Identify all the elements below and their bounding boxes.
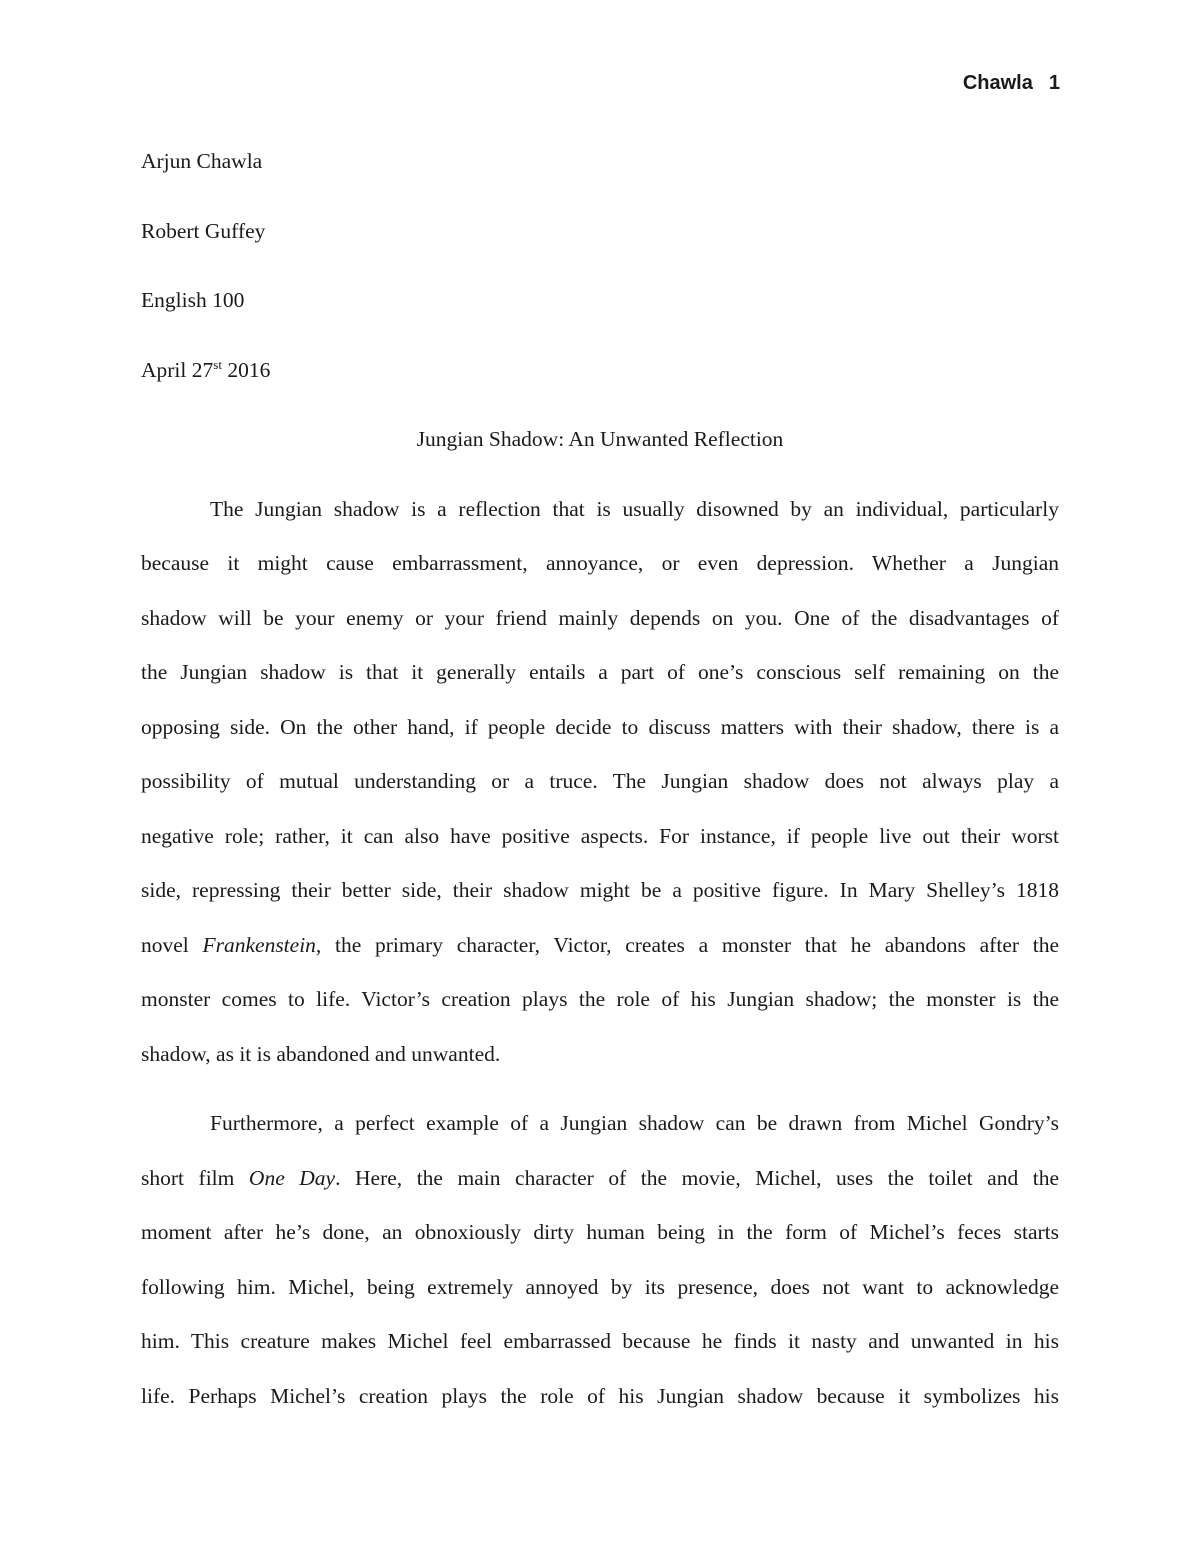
paragraph-line: following him. Michel, being extremely annoyed by its presence, does not want to acknowledge <box>141 1274 1059 1299</box>
film-title-one-day: One Day <box>248 1165 336 1190</box>
text-run: the primary character, Victor, creates a monster that he abandons after the <box>321 932 1059 957</box>
header-page-number: 1 <box>1048 72 1060 94</box>
heading-course: English 100 <box>141 288 245 312</box>
heading-date <box>141 343 1059 398</box>
date-ordinal-suffix: st <box>213 356 222 372</box>
paragraph-line: monster comes to life. Victor’s creation plays the role of his Jungian shadow; the monster is the <box>141 987 1059 1011</box>
paragraph-1 <box>141 482 1059 1082</box>
running-header <box>963 72 1060 95</box>
paragraph-line: Furthermore, a perfect example of a Jungian shadow can be drawn from Michel Gondry’s <box>210 1111 1059 1135</box>
paragraph-line: moment after he’s done, an obnoxiously dirty human being in the form of Michel’s feces starts <box>141 1220 1059 1244</box>
paragraph-line: shadow will be your enemy or your friend mainly depends on you. One of the disadvantages of <box>141 605 1059 630</box>
paragraph-line: him. This creature makes Michel feel embarrassed because he finds it nasty and unwanted in his <box>141 1329 1059 1353</box>
document-body <box>141 134 1059 1423</box>
text-run: novel <box>141 932 203 957</box>
book-title-frankenstein: Frankenstein, <box>202 932 322 957</box>
paragraph-line: negative role; rather, it can also have positive aspects. For instance, if people live out their worst <box>141 823 1059 848</box>
text-run: . Here, the main character of the movie, Michel, uses the toilet and the <box>335 1165 1060 1190</box>
header-author-name: Chawla <box>962 72 1033 94</box>
paragraph-line: opposing side. On the other hand, if people decide to discuss matters with their shadow, there is a <box>141 714 1059 739</box>
paragraph-line <box>141 1151 1059 1206</box>
essay-title: Jungian Shadow: An Unwanted Reflection <box>416 427 784 451</box>
paragraph-line: possibility of mutual understanding or a truce. The Jungian shadow does not always play a <box>141 769 1059 793</box>
paragraph-line: side, repressing their better side, their shadow might be a positive figure. In Mary Shelley’s 1818 <box>141 878 1059 902</box>
paragraph-line: because it might cause embarrassment, annoyance, or even depression. Whether a Jungian <box>141 551 1059 575</box>
paragraph-line: The Jungian shadow is a reflection that is usually disowned by an individual, particularly <box>210 496 1059 521</box>
paragraph-line: the Jungian shadow is that it generally entails a part of one’s conscious self remaining on the <box>141 660 1059 684</box>
date-month-day: April 27 <box>141 357 214 382</box>
date-year: 2016 <box>221 357 271 382</box>
paragraph-line <box>141 918 1059 973</box>
heading-instructor-name: Robert Guffey <box>141 218 266 243</box>
heading-student-name: Arjun Chawla <box>141 149 263 173</box>
paragraph-line: life. Perhaps Michel’s creation plays the role of his Jungian shadow because it symbolizes his <box>141 1383 1059 1408</box>
paragraph-2 <box>141 1096 1059 1423</box>
text-run: short film <box>141 1165 249 1190</box>
paragraph-line: shadow, as it is abandoned and unwanted. <box>141 1041 501 1066</box>
